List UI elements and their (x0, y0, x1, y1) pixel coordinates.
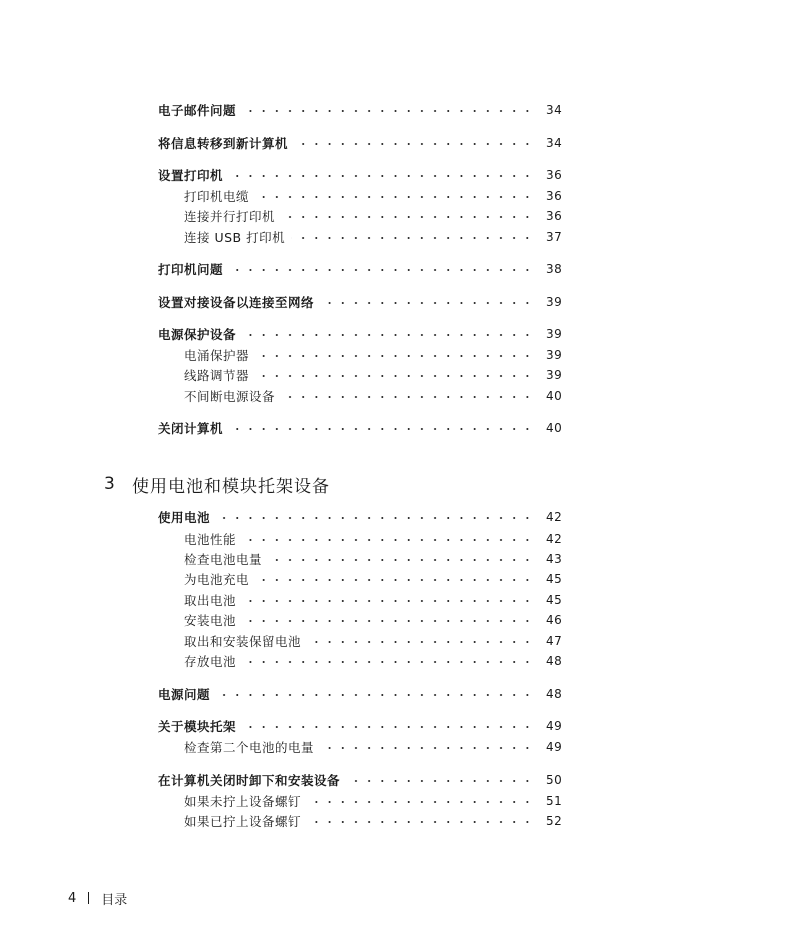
dot-leader (320, 299, 534, 307)
toc-subentry[interactable] (184, 549, 562, 569)
dot-leader (294, 140, 534, 148)
toc-page-number: 40 (546, 421, 563, 435)
toc-entry-label: 电子邮件问题 (158, 103, 237, 118)
dot-leader (307, 818, 534, 826)
toc-entry-label: 关闭计算机 (158, 421, 224, 436)
toc-entry-label: 电涌保护器 (184, 348, 250, 363)
toc-entry[interactable] (158, 324, 562, 344)
toc-page-number: 48 (546, 687, 563, 701)
page-footer (68, 888, 127, 908)
toc-page-number: 45 (546, 593, 563, 607)
toc-page-number: 49 (546, 719, 563, 733)
toc-page-number: 37 (546, 230, 563, 244)
toc-page-number: 38 (546, 262, 563, 276)
toc-page-number: 36 (546, 189, 563, 203)
toc-page-number: 50 (546, 773, 563, 787)
toc-entry[interactable] (158, 418, 562, 438)
toc-entry[interactable] (158, 770, 562, 790)
footer-divider (88, 892, 89, 904)
dot-leader (242, 536, 534, 544)
toc-entry[interactable] (158, 716, 562, 736)
toc-subentry[interactable] (184, 386, 562, 406)
toc-page-number: 52 (546, 814, 563, 828)
toc-page-number: 34 (546, 136, 563, 150)
toc-entry[interactable] (158, 259, 562, 279)
toc-entry-label: 连接并行打印机 (184, 209, 276, 224)
toc-subentry[interactable] (184, 227, 562, 247)
toc-entry-label: 取出和安装保留电池 (184, 634, 302, 649)
dot-leader (281, 393, 534, 401)
toc-page-number: 51 (546, 794, 563, 808)
chapter-number: 3 (104, 474, 116, 494)
toc-page-number: 39 (546, 348, 563, 362)
dot-leader (320, 744, 534, 752)
dot-leader (216, 691, 534, 699)
toc-subentry[interactable] (184, 811, 562, 831)
toc-page-number: 47 (546, 634, 563, 648)
toc-entry-label: 如果已拧上设备螺钉 (184, 814, 302, 829)
dot-leader (242, 107, 534, 115)
dot-leader (255, 352, 534, 360)
toc-entry[interactable] (158, 100, 562, 120)
toc-entry-label: 线路调节器 (184, 368, 250, 383)
toc-entry[interactable] (158, 684, 562, 704)
toc-entry-label: 安装电池 (184, 613, 237, 628)
toc-entry-label: 连接 USB 打印机 (184, 230, 286, 245)
toc-entry-label: 检查电池电量 (184, 552, 263, 567)
dot-leader (307, 798, 534, 806)
toc-page-number: 43 (546, 552, 563, 566)
toc-entry-label: 打印机问题 (158, 262, 224, 277)
chapter-heading[interactable] (104, 471, 330, 497)
dot-leader (281, 213, 534, 221)
toc-page-number: 42 (546, 532, 563, 546)
toc-subentry[interactable] (184, 345, 562, 365)
toc-entry-label: 存放电池 (184, 654, 237, 669)
toc-entry-label: 使用电池 (158, 510, 211, 525)
toc-entry-label: 电池性能 (184, 532, 237, 547)
dot-leader (229, 425, 534, 433)
toc-entry[interactable] (158, 292, 562, 312)
dot-leader (268, 556, 534, 564)
toc-entry-label: 为电池充电 (184, 572, 250, 587)
toc-subentry[interactable] (184, 737, 562, 757)
toc-page-number: 39 (546, 327, 563, 341)
toc-entry-label: 如果未拧上设备螺钉 (184, 794, 302, 809)
toc-subentry[interactable] (184, 529, 562, 549)
dot-leader (242, 723, 534, 731)
toc-page-number: 42 (546, 510, 563, 524)
toc-subentry[interactable] (184, 610, 562, 630)
toc-subentry[interactable] (184, 791, 562, 811)
dot-leader (242, 658, 534, 666)
toc-subentry[interactable] (184, 631, 562, 651)
toc-entry-label: 设置打印机 (158, 168, 224, 183)
toc-page-number: 36 (546, 168, 563, 182)
dot-leader (242, 331, 534, 339)
dot-leader (229, 172, 534, 180)
toc-subentry[interactable] (184, 590, 562, 610)
dot-leader (255, 576, 534, 584)
toc-page-number: 36 (546, 209, 563, 223)
dot-leader (291, 234, 534, 242)
toc-entry-label: 关于模块托架 (158, 719, 237, 734)
toc-page-number: 39 (546, 295, 563, 309)
toc-entry-label: 打印机电缆 (184, 189, 250, 204)
toc-subentry[interactable] (184, 651, 562, 671)
dot-leader (242, 617, 534, 625)
toc-entry[interactable] (158, 507, 562, 527)
toc-entry-label: 不间断电源设备 (184, 389, 276, 404)
dot-leader (255, 193, 534, 201)
toc-subentry[interactable] (184, 206, 562, 226)
dot-leader (346, 777, 534, 785)
dot-leader (255, 372, 534, 380)
toc-entry-label: 电源保护设备 (158, 327, 237, 342)
toc-page-number: 48 (546, 654, 563, 668)
toc-subentry[interactable] (184, 186, 562, 206)
toc-entry-label: 在计算机关闭时卸下和安装设备 (158, 773, 341, 788)
dot-leader (216, 514, 534, 522)
toc-page-number: 34 (546, 103, 563, 117)
footer-page-number: 4 (68, 890, 77, 906)
dot-leader (307, 638, 534, 646)
toc-subentry[interactable] (184, 365, 562, 385)
toc-page-number: 39 (546, 368, 563, 382)
toc-page-number: 45 (546, 572, 563, 586)
toc-page-number: 46 (546, 613, 563, 627)
footer-section-title: 目录 (101, 892, 128, 908)
toc-subentry[interactable] (184, 569, 562, 589)
toc-entry-label: 设置对接设备以连接至网络 (158, 295, 315, 310)
toc-entry[interactable] (158, 133, 562, 153)
dot-leader (229, 266, 534, 274)
chapter-title: 使用电池和模块托架设备 (132, 476, 330, 497)
toc-page-number: 40 (546, 389, 563, 403)
toc-entry-label: 检查第二个电池的电量 (184, 740, 315, 755)
toc-entry-label: 电源问题 (158, 687, 211, 702)
toc-page-number: 49 (546, 740, 563, 754)
toc-entry-label: 取出电池 (184, 593, 237, 608)
dot-leader (242, 597, 534, 605)
toc-entry-label: 将信息转移到新计算机 (158, 136, 289, 151)
toc-entry[interactable] (158, 165, 562, 185)
